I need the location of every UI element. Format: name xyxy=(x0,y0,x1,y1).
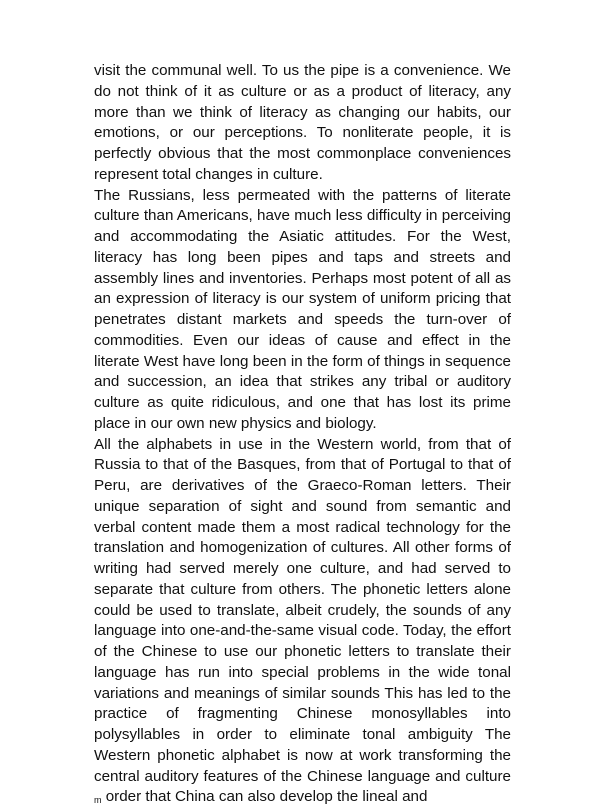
paragraph-communal-well: visit the communal well. To us the pipe is a convenience. We do not think of it as culture or as a product of literacy, any more than we think of literacy as changing our habits, our emotions, or our perceptions. To nonliterate people, it is perfectly obvious that the most commonplace conveniences represent total changes in culture. xyxy=(94,61,511,186)
paragraph-alphabets-text: All the alphabets in use in the Western world, from that of Russia to that of the Basques, from that of Portugal to that of Peru, are derivatives of the Graeco-Roman letters. Their unique separation of sight and sound from semantic and verbal content made them a most radical technology for the translation and homogenization of cultures. All other forms of writing had served merely one culture, and had served to separate that culture from others. The phonetic letters alone could be used to translate, albeit crudely, the sounds of any language into one-and-the-same visual code. Today, the effort of the Chinese to use our phonetic letters to translate their language has run into special problems in the wide tonal variations and meanings of similar sounds This has led to the practice of fragmenting Chinese monosyllables into polysyllables in order to eliminate tonal ambiguity The Western phonetic alphabet is now at work transforming the central auditory features of the Chinese language and culture xyxy=(94,436,511,785)
paragraph-alphabets-tail: order that China can also develop the lineal and xyxy=(102,788,428,805)
document-page xyxy=(94,61,511,811)
paragraph-alphabets xyxy=(94,435,511,811)
paragraph-russians: The Russians, less permeated with the patterns of literate culture than Americans, have much less difficulty in perceiving and accommodating the Asiatic attitudes. For the West, literacy has long been pipes and taps and streets and assembly lines and inventories. Perhaps most potent of all as an expression of literacy is our system of uniform pricing that penetrates distant markets and speeds the turn-over of commodities. Even our ideas of cause and effect in the literate West have long been in the form of things in sequence and succession, an idea that strikes any tribal or auditory culture as quite ridiculous, and one that has lost its prime place in our own new physics and biology. xyxy=(94,186,511,435)
ocr-artifact-m: m xyxy=(94,795,102,805)
